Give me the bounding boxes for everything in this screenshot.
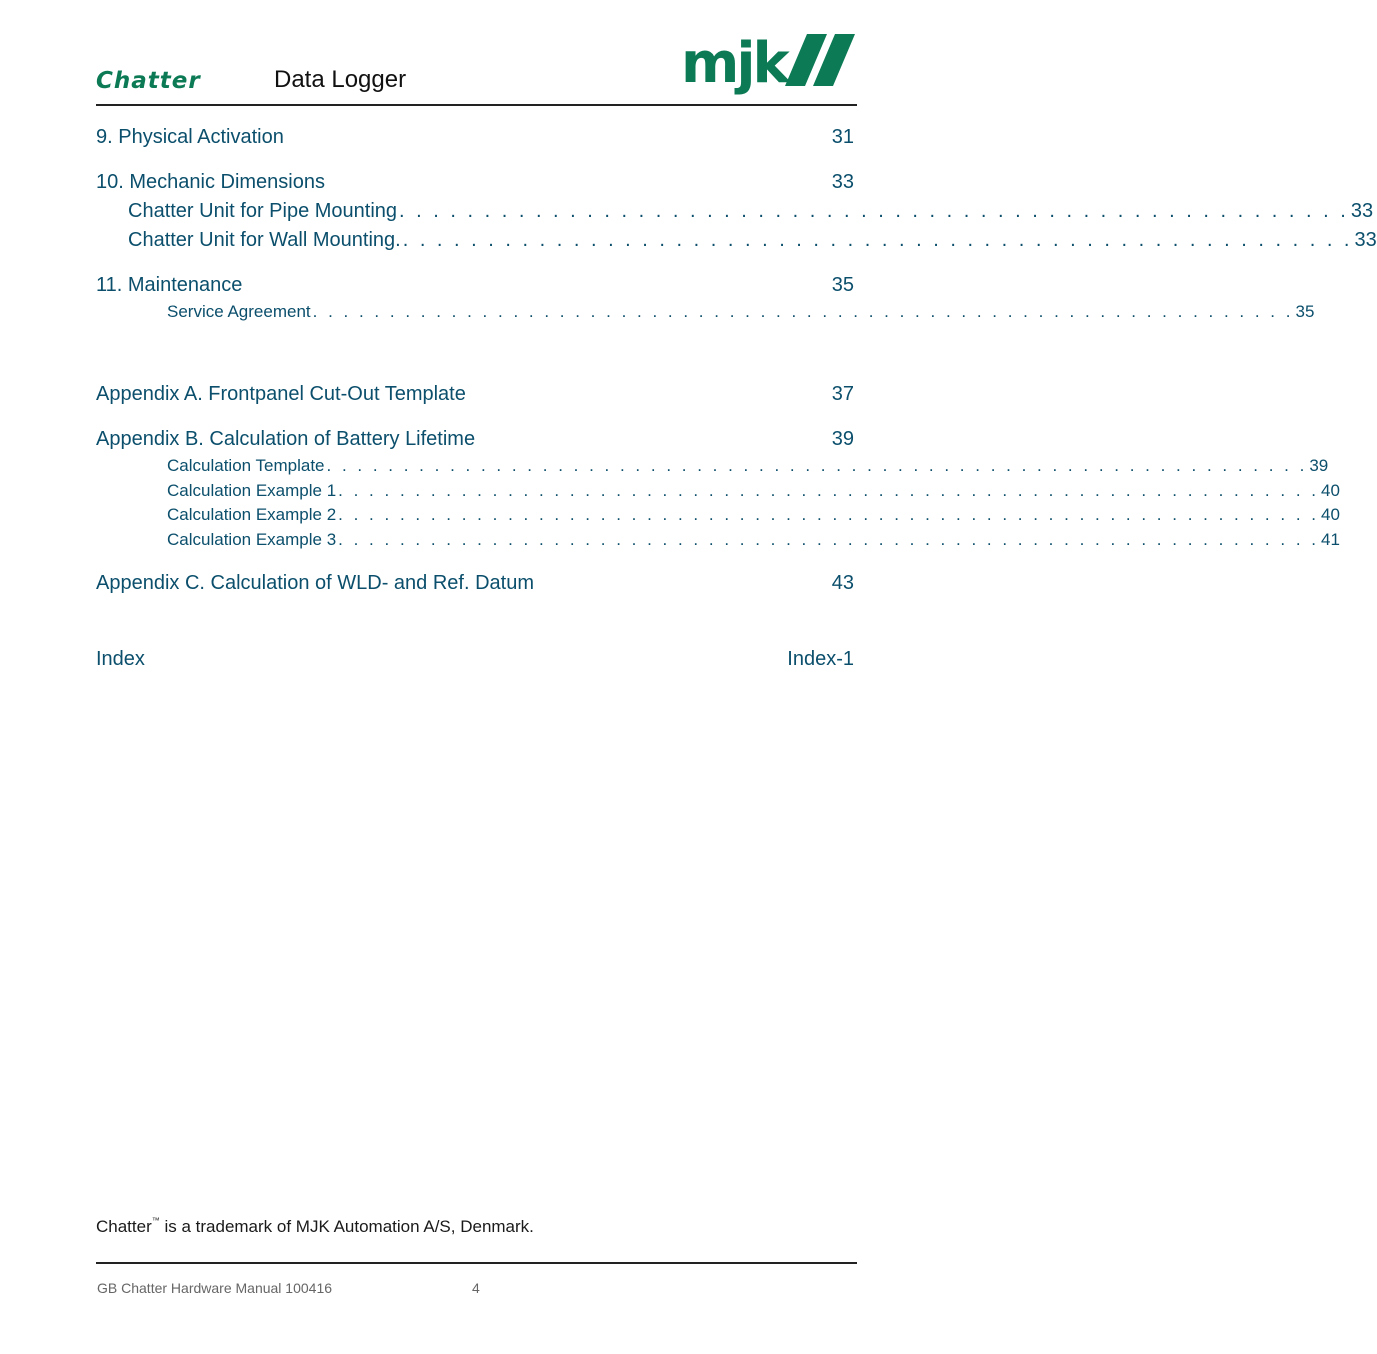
chatter-logo: Chatter: [96, 68, 201, 94]
toc-entry-page: 39: [831, 428, 854, 450]
header-rule: [96, 104, 857, 106]
toc-entry-appendix-a[interactable]: [96, 383, 854, 406]
toc-entry-label: 9. Physical Activation: [96, 126, 284, 148]
dot-leader: . . . . . . . . . . . . . . . . . . . . . . . . . . . . . . . . . . . . . . . . . . . . . . . . . . . . . . . . . . . . . . . .: [338, 481, 1319, 500]
toc-entry-label: Appendix B. Calculation of Battery Lifetime: [96, 428, 476, 450]
document-title: Data Logger: [274, 66, 407, 93]
toc-entry-page: 41: [1321, 530, 1340, 549]
toc-entry-page: 35: [1295, 302, 1315, 321]
toc-entry-index[interactable]: [96, 648, 854, 671]
trademark-symbol: ™: [151, 1216, 160, 1225]
toc-entry-label: Appendix C. Calculation of WLD- and Ref. Datum: [96, 572, 534, 594]
footer-document-name: GB Chatter Hardware Manual 100416: [97, 1280, 333, 1296]
dot-leader: . . . . . . . . . . . . . . . . . . . . . . . . . . . . . . . . . . . . . . . . . . . . . . . . . . . . . . . .: [402, 229, 1353, 251]
toc-entry-label: Calculation Template: [167, 456, 325, 475]
toc-entry-calculation-example-2[interactable]: [96, 505, 1340, 525]
toc-entry-calculation-template[interactable]: [96, 456, 1329, 476]
toc-entry-appendix-b[interactable]: [96, 428, 854, 451]
toc-entry-page: Index-1: [787, 648, 854, 670]
dot-leader: . . . . . . . . . . . . . . . . . . . . . . . . . . . . . . . . . . . . . . . . . . . . . . . . . . . . . . . . . . . . . . . .: [312, 302, 1294, 321]
toc-entry-page: 33: [1350, 200, 1374, 222]
footer-rule: [96, 1262, 857, 1264]
dot-leader: . . . . . . . . . . . . . . . . . . . . . . . . . . . . . . . . . . . . . . . . . . . . . . . . . . . . . . . .: [399, 200, 1349, 222]
toc-entry-page: 43: [831, 572, 854, 594]
toc-entry-wall-mounting[interactable]: [96, 229, 1377, 252]
mjk-logo-text: mjk: [681, 31, 787, 96]
toc-entry-label: Index: [96, 648, 145, 670]
mjk-logo: [679, 30, 857, 102]
toc-entry-calculation-example-3[interactable]: [96, 530, 1340, 550]
toc-entry-pipe-mounting[interactable]: [96, 200, 1374, 223]
toc-entry-page: 33: [1354, 229, 1377, 251]
toc-entry-maintenance[interactable]: [96, 274, 854, 297]
toc-entry-service-agreement[interactable]: [96, 302, 1315, 322]
toc-entry-calculation-example-1[interactable]: [96, 481, 1340, 501]
toc-entry-page: 39: [1309, 456, 1329, 475]
toc-entry-appendix-c[interactable]: [96, 572, 854, 595]
toc-entry-label: 10. Mechanic Dimensions: [96, 171, 325, 193]
toc-entry-label: Calculation Example 2: [167, 505, 337, 524]
footer-page-number: 4: [472, 1280, 480, 1296]
dot-leader: . . . . . . . . . . . . . . . . . . . . . . . . . . . . . . . . . . . . . . . . . . . . . . . . . . . . . . . . . . . . . . . .: [338, 505, 1319, 524]
toc-entry-page: 40: [1321, 481, 1340, 500]
page-header: [96, 30, 857, 105]
trademark-notice: Chatter™ is a trademark of MJK Automation A/S, Denmark.: [96, 1216, 534, 1236]
toc-entry-label: Chatter Unit for Pipe Mounting: [128, 200, 398, 222]
toc-entry-label: Service Agreement: [167, 302, 311, 321]
toc-entry-page: 31: [831, 126, 854, 148]
toc-entry-label: Calculation Example 1: [167, 481, 337, 500]
toc-entry-label: Appendix A. Frontpanel Cut-Out Template: [96, 383, 466, 405]
toc-entry-page: 40: [1321, 505, 1340, 524]
dot-leader: . . . . . . . . . . . . . . . . . . . . . . . . . . . . . . . . . . . . . . . . . . . . . . . . . . . . . . . . . . . . . . . .: [326, 456, 1308, 475]
toc-entry-page: 37: [831, 383, 854, 405]
toc-entry-label: Chatter Unit for Wall Mounting.: [128, 229, 401, 251]
toc-entry-page: 35: [831, 274, 854, 296]
dot-leader: . . . . . . . . . . . . . . . . . . . . . . . . . . . . . . . . . . . . . . . . . . . . . . . . . . . . . . . . . . . . . . . .: [338, 530, 1319, 549]
toc-entry-page: 33: [831, 171, 854, 193]
toc-entry-physical-activation[interactable]: [96, 126, 854, 149]
toc-entry-label: Calculation Example 3: [167, 530, 337, 549]
toc-entry-mechanic-dimensions[interactable]: [96, 171, 854, 194]
toc-entry-label: 11. Maintenance: [96, 274, 243, 296]
